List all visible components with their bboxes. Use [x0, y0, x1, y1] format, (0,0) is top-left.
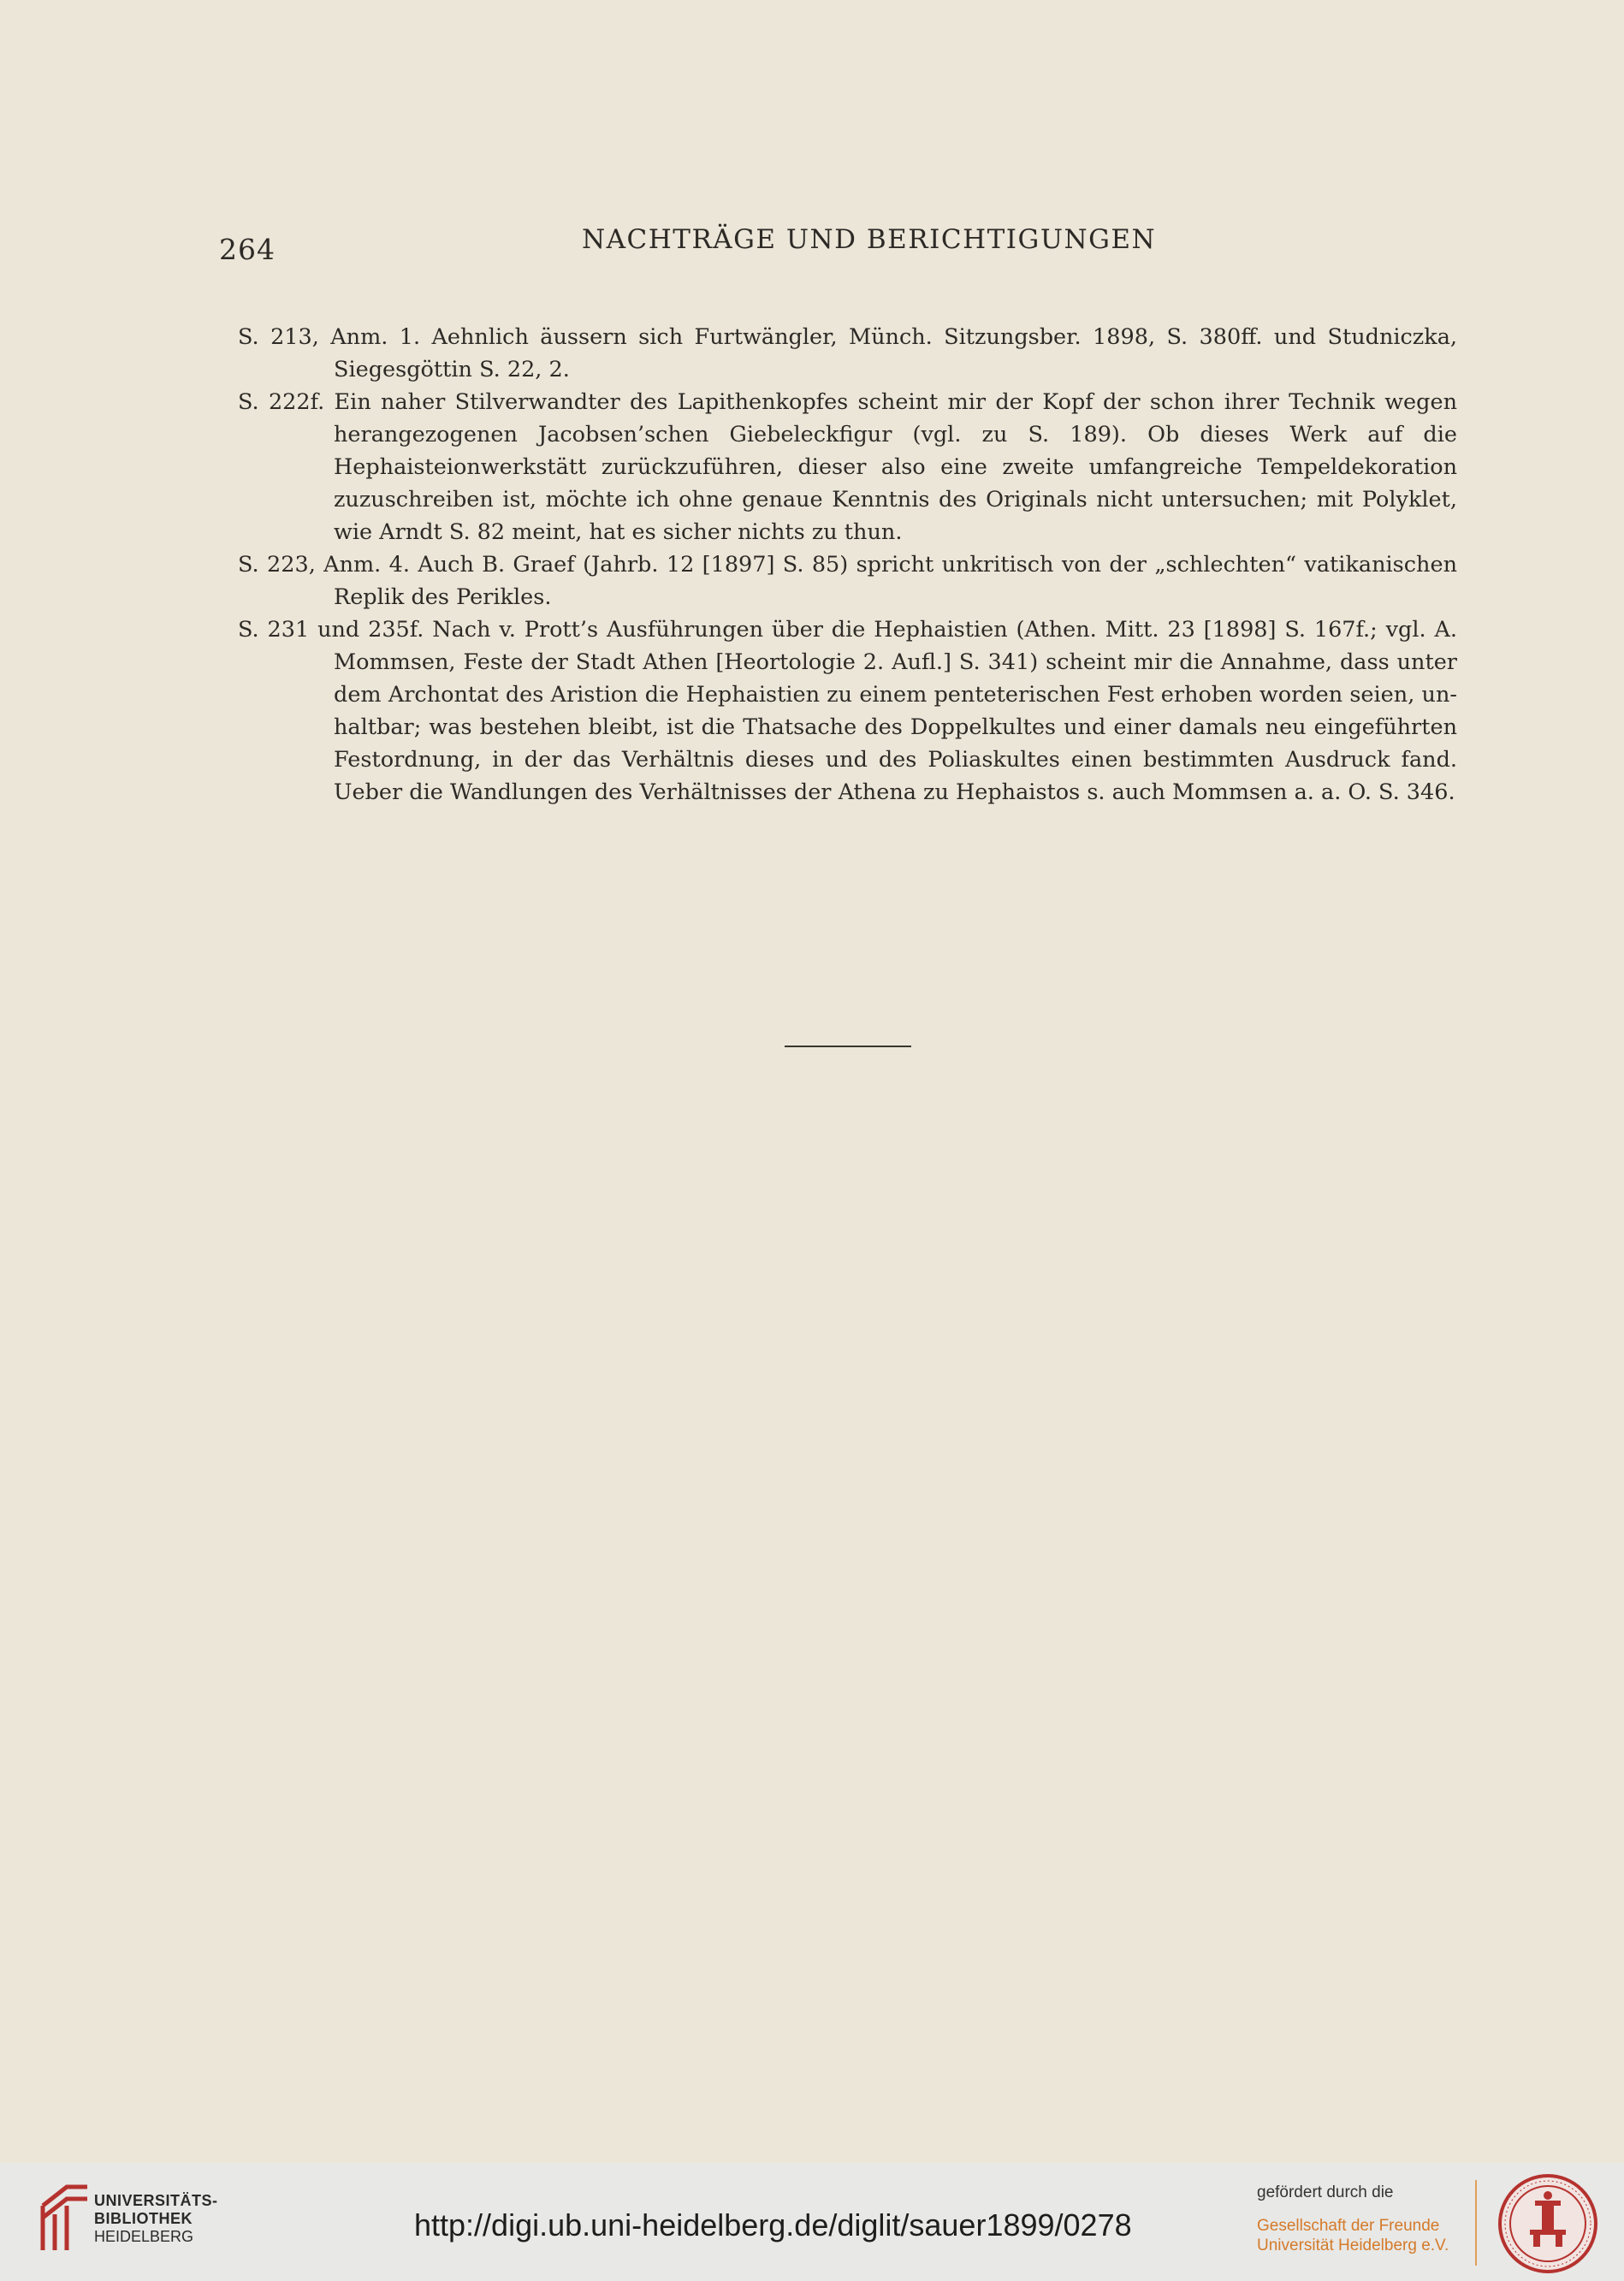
- library-name-line3: HEIDELBERG: [94, 2228, 194, 2245]
- footer-bar: [0, 2163, 1624, 2281]
- end-rule: [785, 1046, 911, 1047]
- permalink-url[interactable]: http://digi.ub.uni-heidelberg.de/diglit/sauer1899/0278: [414, 2207, 1132, 2242]
- funding-organisation: [1257, 2216, 1449, 2255]
- library-name-line1: UNIVERSITÄTS-: [94, 2192, 218, 2209]
- page-number: 264: [219, 233, 276, 266]
- library-name: [94, 2192, 218, 2246]
- footer-divider: [1475, 2180, 1477, 2266]
- funding-org-line2: Universität Heidelberg e.V.: [1257, 2237, 1449, 2254]
- entry-s223: S. 223, Anm. 4. Auch B. Graef (Jahrb. 12 [1897] S. 85) spricht unkritisch von der „schlechten“ vatikanischen Replik des Perikles.: [238, 552, 1457, 610]
- funded-by-label: gefördert durch die: [1257, 2183, 1394, 2201]
- running-head: NACHTRÄGE UND BERICHTIGUNGEN: [582, 224, 1157, 255]
- corrections-list: [238, 321, 1457, 809]
- library-logo-icon: [34, 2180, 94, 2257]
- entry-s231: S. 231 und 235f. Nach v. Prott’s Ausführungen über die Hephaistien (Athen. Mitt. 23 [1898] S. 167f.; vgl. A. Mommsen, Feste der Stadt Athen [Heortologie 2. Aufl.] S. 341) scheint mir die Annahme, dass unter dem Archontat des Aristion die Hephaistien zu einem penteterischen Fest erhoben worden seien, unhaltbar; was bestehen bleibt, ist die Thatsache des Doppelkultes und einer damals neu eingeführten Festordnung, in der das Verhältnis dieses und des Poliaskultes einen bestimmten Ausdruck fand. Ueber die Wandlungen des Verhältnisses der Athena zu Hephaistos s. auch Mommsen a. a. O. S. 346.: [238, 617, 1457, 805]
- entry-s213: S. 213, Anm. 1. Aehnlich äussern sich Furtwängler, Münch. Sitzungsber. 1898, S. 380ff. und Studniczka, Siegesgöttin S. 22, 2.: [238, 324, 1457, 382]
- university-seal-icon: [1496, 2171, 1600, 2276]
- funding-org-line1: Gesellschaft der Freunde: [1257, 2217, 1440, 2235]
- entry-s222: S. 222f. Ein naher Stilverwandter des Lapithenkopfes scheint mir der Kopf der schon ihrer Technik wegen herangezogenen Jacobsen’schen Giebeleckfigur (vgl. zu S. 189). Ob dieses Werk auf die Hephaisteionwerkstätt zurückzuführen, dieser also eine zweite umfangreiche Tempeldekoration zuzuschreiben ist, möchte ich ohne genaue Kenntnis des Originals nicht untersuchen; mit Polyklet, wie Arndt S. 82 meint, hat es sicher nichts zu thun.: [238, 389, 1457, 545]
- library-name-line2: BIBLIOTHEK: [94, 2210, 193, 2227]
